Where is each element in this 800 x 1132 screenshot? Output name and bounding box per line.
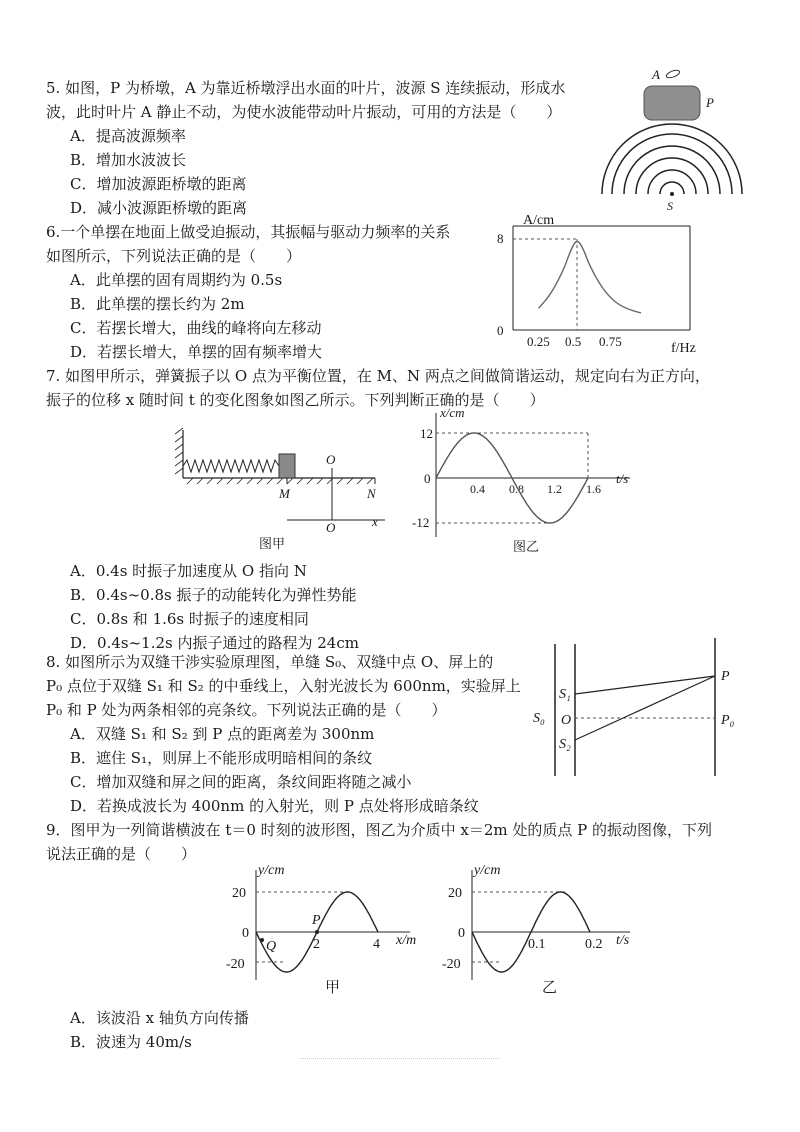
q8-option-d: D．若换成波长为 400nm 的入射光，则 P 点处将形成暗条纹	[70, 797, 479, 815]
q9-wave-graph-jia	[220, 860, 430, 1000]
q6-option-c: C．若摆长增大，曲线的峰将向左移动	[70, 319, 322, 337]
q7-spring	[183, 460, 279, 472]
q9-jia-tick-neg20: -20	[226, 957, 245, 972]
q7-label-x: x	[372, 514, 378, 529]
q7-label-o-top: O	[326, 452, 336, 467]
q7-label-n: N	[367, 486, 376, 501]
q9-jia-x-label: x/m	[396, 933, 417, 948]
q9-yi-tick-neg20: -20	[442, 957, 461, 972]
q9-yi-tick-0: 0	[458, 926, 465, 941]
q8-double-slit-figure	[525, 636, 760, 786]
q8-label-p0: P₀	[721, 713, 735, 728]
q6-tick-8: 8	[497, 231, 504, 246]
q6-resonance-curve	[539, 242, 641, 313]
q5-option-b: B．增加水波波长	[70, 151, 187, 169]
q7-fig-yi-displacement-chart	[410, 405, 650, 555]
q7-y-axis-label: x/cm	[440, 405, 465, 420]
q9-caption-yi: 乙	[542, 980, 558, 996]
q7-stem-line-2: 振子的位移 x 随时间 t 的变化图象如图乙所示。下列判断正确的是（ ）	[46, 391, 545, 409]
q9-jia-tick-0: 0	[242, 926, 249, 941]
q6-y-axis-label: A/cm	[523, 213, 555, 228]
q8-stem-line-3: P₀ 和 P 处为两条相邻的亮条纹。下列说法正确的是（ ）	[46, 701, 447, 719]
q6-stem-line-2: 如图所示，下列说法正确的是（ ）	[46, 247, 302, 265]
q7-fig-jia-spring-oscillator	[175, 420, 400, 555]
q9-yi-y-label: y/cm	[474, 863, 501, 878]
q5-stem-line-2: 波，此时叶片 A 静止不动，为使水波能带动叶片振动，可用的方法是（ ）	[46, 103, 562, 121]
q9-option-a: A．该波沿 x 轴负方向传播	[70, 1009, 249, 1027]
q7-stem-line-1: 7. 如图甲所示，弹簧振子以 O 点为平衡位置，在 M、N 两点之间做简谐运动，规定向右为正方向，	[46, 367, 710, 385]
q7-tick-t16: 1.6	[586, 482, 601, 496]
q9-vibration-graph-yi	[440, 860, 650, 1000]
q5-stem-line-1: 5. 如图，P 为桥墩，A 为靠近桥墩浮出水面的叶片，波源 S 连续振动，形成水	[46, 79, 566, 97]
q7-option-d: D．0.4s~1.2s 内振子通过的路程为 24cm	[70, 634, 359, 652]
q6-x-axis-label: f/Hz	[671, 341, 696, 356]
q7-option-a: A．0.4s 时振子加速度从 O 指向 N	[70, 562, 307, 580]
q7-floor-hatch	[187, 478, 373, 484]
q5-wave-figure	[598, 64, 748, 214]
q5-option-a: A．提高波源频率	[70, 127, 186, 145]
q7-tick-t12: 1.2	[547, 482, 562, 496]
q9-yi-tick-01: 0.1	[528, 937, 546, 952]
q9-yi-tick-02: 0.2	[585, 937, 603, 952]
q5-option-d: D．减小波源距桥墩的距离	[70, 199, 248, 217]
wave-arcs	[602, 124, 742, 194]
q8-label-o: O	[561, 713, 572, 728]
q9-stem-line-1: 9．图甲为一列简谐横波在 t＝0 时刻的波形图，图乙为介质中 x＝2m 处的质点 P 的振动图像，下列	[46, 821, 713, 839]
q6-option-b: B．此单摆的摆长约为 2m	[70, 295, 245, 313]
q7-block	[279, 454, 295, 478]
q7-option-c: C．0.8s 和 1.6s 时振子的速度相同	[70, 610, 309, 628]
q9-label-p: P	[312, 913, 321, 928]
q9-point-p	[315, 930, 319, 934]
q8-stem-line-2: P₀ 点位于双缝 S₁ 和 S₂ 的中垂线上，入射光波长为 600nm，实验屏上	[46, 677, 521, 695]
q6-resonance-chart	[485, 212, 715, 357]
q7-label-o-bottom: O	[326, 520, 336, 535]
q9-label-q: Q	[266, 939, 277, 954]
q6-tick-05: 0.5	[565, 334, 582, 349]
q8-label-s2: S₂	[559, 737, 571, 752]
q9-point-q	[260, 938, 264, 942]
q7-tick-12: 12	[420, 426, 433, 441]
leaf-label: A	[652, 67, 660, 82]
q8-stem-line-1: 8. 如图所示为双缝干涉实验原理图，单缝 S₀、双缝中点 O、屏上的	[46, 653, 494, 671]
q9-jia-tick-20: 20	[232, 886, 246, 901]
q7-wall	[175, 428, 183, 478]
q6-tick-025: 0.25	[527, 334, 550, 349]
q7-option-b: B．0.4s~0.8s 振子的动能转化为弹性势能	[70, 586, 357, 604]
q9-jia-tick-2: 2	[313, 937, 320, 952]
source-label: S	[667, 199, 673, 213]
q8-label-s1: S₁	[559, 687, 571, 702]
q9-caption-jia: 甲	[325, 980, 341, 996]
q9-stem-line-2: 说法正确的是（ ）	[46, 845, 197, 863]
q7-tick-0: 0	[424, 471, 431, 486]
leaf-icon	[665, 69, 680, 79]
q7-caption-yi: 图乙	[513, 539, 540, 554]
q9-option-b: B．波速为 40m/s	[70, 1033, 192, 1051]
q5-option-c: C．增加波源距桥墩的距离	[70, 175, 247, 193]
q7-caption-jia: 图甲	[259, 536, 286, 551]
q8-option-a: A．双缝 S₁ 和 S₂ 到 P 点的距离差为 300nm	[70, 725, 375, 743]
page-fold-shadow	[300, 1058, 500, 1059]
q6-stem-line-1: 6.一个单摆在地面上做受迫振动，其振幅与驱动力频率的关系	[46, 223, 451, 241]
q8-label-s0: S₀	[533, 711, 545, 726]
q8-label-p: P	[721, 669, 730, 684]
q6-option-d: D．若摆长增大，单摆的固有频率增大	[70, 343, 323, 361]
pier-label: P	[706, 95, 714, 110]
q7-tick-t08: 0.8	[509, 482, 524, 496]
bridge-pier	[644, 86, 700, 120]
q9-jia-tick-4: 4	[373, 937, 380, 952]
q7-tick-neg12: -12	[412, 515, 430, 530]
q6-tick-075: 0.75	[599, 334, 622, 349]
q7-label-m: M	[279, 486, 290, 501]
wave-source-dot	[670, 192, 674, 196]
q6-option-a: A．此单摆的固有周期约为 0.5s	[70, 271, 283, 289]
q8-option-b: B．遮住 S₁，则屏上不能形成明暗相间的条纹	[70, 749, 373, 767]
q6-tick-0: 0	[497, 323, 504, 338]
q9-jia-y-label: y/cm	[258, 863, 285, 878]
q7-tick-t04: 0.4	[470, 482, 485, 496]
q7-x-axis-label: t/s	[616, 471, 629, 486]
q9-yi-x-label: t/s	[616, 933, 630, 948]
q9-yi-tick-20: 20	[448, 886, 462, 901]
q8-option-c: C．增加双缝和屏之间的距离，条纹间距将随之减小	[70, 773, 412, 791]
